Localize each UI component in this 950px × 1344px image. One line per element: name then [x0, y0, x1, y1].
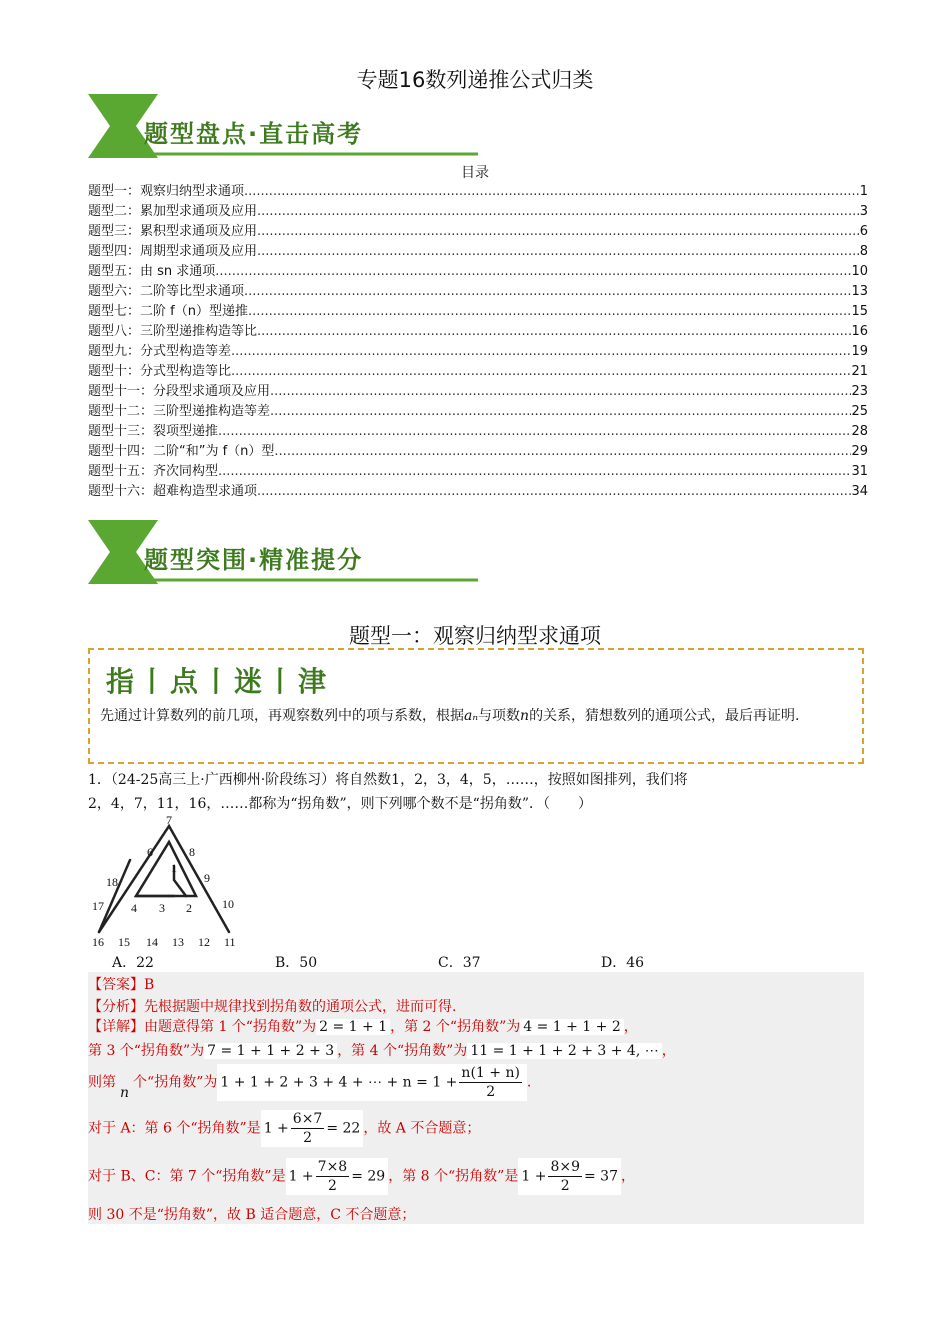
- detail-text: ，: [620, 1168, 635, 1185]
- fig-label: 15: [118, 935, 130, 949]
- toc-leader-dots: [218, 462, 851, 482]
- toc-leader-dots: [231, 342, 851, 362]
- toc-item-label: 题型七：二阶 f（n）型递推: [88, 304, 248, 319]
- section-heading: 题型一：观察归纳型求通项: [349, 624, 601, 648]
- answer-value: B: [144, 977, 155, 993]
- toc-item[interactable]: [88, 202, 868, 222]
- math-part: = 37: [583, 1168, 618, 1185]
- math-expr: [286, 1158, 389, 1195]
- detail-text: ，第 2 个“拐角数”为: [390, 1019, 521, 1035]
- detail-text: ，: [661, 1043, 676, 1059]
- detail-tag: 【详解】: [88, 1019, 144, 1035]
- toc-item-label: 题型四：周期型求通项及应用: [88, 244, 258, 259]
- banner-overview: [88, 94, 478, 158]
- math-expr: [261, 1110, 364, 1147]
- analysis-line: [88, 996, 456, 1016]
- toc-item-label: 题型十四：二阶“和”为 f（n）型: [88, 444, 275, 459]
- denominator: 2: [560, 1178, 570, 1194]
- math-expr: [217, 1064, 527, 1101]
- math-n: n: [120, 1084, 130, 1101]
- toc-item[interactable]: [88, 402, 868, 422]
- banner-overview-text: 题型盘点·直击高考: [144, 120, 364, 148]
- toc-item-label: 题型十二：三阶型递推构造等差: [88, 404, 271, 419]
- toc-item-label: 题型十：分式型构造等比: [88, 364, 232, 379]
- hint-title: 指丨点丨迷丨津: [106, 665, 331, 698]
- question-line-2: 2，4，7，11，16，……都称为“拐角数”，则下列哪个数不是“拐角数”．（ ）: [88, 796, 592, 812]
- analysis-text: 先根据题中规律找到拐角数的通项公式，进而可得.: [144, 999, 457, 1015]
- toc-leader-dots: [257, 242, 860, 262]
- toc-item[interactable]: [88, 302, 868, 322]
- fraction: [291, 1110, 325, 1147]
- numerator: 7×8: [317, 1159, 348, 1175]
- toc-item-label: 题型二：累加型求通项及应用: [88, 204, 258, 219]
- toc-leader-dots: [244, 182, 860, 202]
- fig-label: 9: [204, 871, 210, 885]
- answer-tag: 【答案】: [88, 977, 144, 993]
- toc-leader-dots: [274, 442, 851, 462]
- detail-text: ，: [623, 1019, 638, 1035]
- toc-item-page: 31: [851, 464, 868, 479]
- fig-label: 1: [171, 861, 177, 875]
- toc-leader-dots: [270, 402, 851, 422]
- denominator: 2: [303, 1130, 313, 1146]
- toc-leader-dots: [257, 222, 860, 242]
- math-part: 1 +: [288, 1168, 314, 1185]
- detail-line-4: [88, 1110, 480, 1147]
- toc-item[interactable]: [88, 282, 868, 302]
- toc-item[interactable]: [88, 362, 868, 382]
- toc-heading: 目录: [461, 165, 489, 181]
- numerator: 8×9: [550, 1159, 580, 1175]
- toc-item-label: 题型一：观察归纳型求通项: [88, 184, 245, 199]
- toc-item-page: 15: [851, 304, 868, 319]
- toc-item[interactable]: [88, 182, 868, 202]
- toc-leader-dots: [270, 382, 851, 402]
- toc-item-page: 10: [851, 264, 868, 279]
- fig-label: 4: [131, 901, 137, 915]
- math-expr: 7 = 1 + 1 + 2 + 3: [204, 1043, 337, 1059]
- analysis-tag: 【分析】: [88, 999, 144, 1015]
- detail-text: 对于 A：第 6 个“拐角数”是: [88, 1120, 261, 1137]
- math-part: 1 + 1 + 2 + 3 + 4 + ⋯ + n = 1 +: [220, 1074, 458, 1091]
- toc-item-page: 34: [851, 484, 868, 499]
- fraction: [548, 1158, 582, 1195]
- detail-text: ，第 8 个“拐角数”是: [388, 1168, 519, 1185]
- toc-item-page: 3: [859, 204, 868, 219]
- toc-item-label: 题型十五：齐次同构型: [88, 464, 219, 479]
- toc-item-page: 29: [851, 444, 868, 459]
- toc-item-label: 题型五：由 sn 求通项: [88, 264, 216, 279]
- math-part: = 29: [351, 1168, 386, 1185]
- toc-item[interactable]: [88, 442, 868, 462]
- toc-leader-dots: [231, 362, 851, 382]
- detail-text: 由题意得第 1 个“拐角数”为: [144, 1019, 317, 1035]
- toc-item[interactable]: [88, 422, 868, 442]
- fig-label: 10: [222, 897, 234, 911]
- denominator: 2: [327, 1178, 337, 1194]
- toc-item-page: 6: [859, 224, 868, 239]
- fig-label: 13: [172, 935, 184, 949]
- choice-d[interactable]: D．46: [601, 955, 645, 971]
- math-part: 1 +: [521, 1168, 547, 1185]
- toc-item-page: 13: [851, 284, 868, 299]
- page-title: 专题16数列递推公式归类: [356, 68, 594, 92]
- fig-label: 7: [166, 813, 172, 827]
- toc-leader-dots: [257, 482, 851, 502]
- toc-leader-dots: [257, 202, 860, 222]
- toc-item[interactable]: [88, 382, 868, 402]
- answer-choices: [112, 952, 872, 972]
- toc-item-label: 题型十一：分段型求通项及应用: [88, 384, 271, 399]
- banner-practice-text: 题型突围·精准提分: [144, 546, 364, 574]
- toc-item[interactable]: [88, 322, 868, 342]
- toc-item[interactable]: [88, 342, 868, 362]
- detail-line-3: [88, 1064, 531, 1101]
- detail-text: 则第: [88, 1074, 116, 1091]
- toc-item[interactable]: [88, 222, 868, 242]
- detail-text: .: [526, 1074, 532, 1091]
- fig-label: 18: [106, 875, 118, 889]
- fig-label: 14: [146, 935, 158, 949]
- math-part: = 22: [326, 1120, 361, 1137]
- detail-text: 对于 B、C：第 7 个“拐角数”是: [88, 1168, 286, 1185]
- fig-label: 12: [198, 935, 210, 949]
- answer-section: [88, 972, 864, 1224]
- fig-label: 3: [159, 901, 165, 915]
- toc-item-label: 题型八：三阶型递推构造等比: [88, 324, 258, 339]
- detail-line-2: [88, 1040, 676, 1060]
- fraction: [316, 1158, 350, 1195]
- toc-item[interactable]: [88, 242, 868, 262]
- detail-line-5: [88, 1158, 635, 1195]
- toc-item-label: 题型三：累积型求通项及应用: [88, 224, 258, 239]
- math-expr: 2 = 1 + 1: [316, 1019, 390, 1035]
- hint-n: n: [520, 708, 530, 724]
- toc-leader-dots: [215, 262, 851, 282]
- detail-line-6: 则 30 不是“拐角数”，故 B 适合题意，C 不合题意；: [88, 1207, 416, 1223]
- detail-text: 个“拐角数”为: [133, 1074, 218, 1091]
- hint-text-b: 与项数: [478, 708, 521, 724]
- detail-text: ，故 A 不合题意；: [363, 1120, 481, 1137]
- toc-item[interactable]: [88, 262, 868, 282]
- fig-label: 17: [92, 899, 104, 913]
- hint-text-c: 的关系，猜想数列的通项公式，最后再证明.: [529, 708, 800, 724]
- detail-text: ，第 4 个“拐角数”为: [337, 1043, 468, 1059]
- toc-leader-dots: [257, 322, 851, 342]
- fig-label: 8: [189, 845, 195, 859]
- detail-line-1: [88, 1016, 638, 1036]
- triangle-figure: [86, 812, 246, 952]
- detail-text: 第 3 个“拐角数”为: [88, 1043, 205, 1059]
- toc-item-page: 1: [859, 184, 868, 199]
- hint-text-a: 先通过计算数列的前几项，再观察数列中的项与系数，根据: [100, 708, 464, 724]
- fig-label: 16: [92, 935, 104, 949]
- toc-leader-dots: [244, 282, 851, 302]
- toc-item-page: 19: [851, 344, 868, 359]
- toc-item-page: 16: [851, 324, 868, 339]
- math-expr: 4 = 1 + 1 + 2: [520, 1019, 624, 1035]
- toc-item-page: 25: [851, 404, 868, 419]
- toc-item-label: 题型十三：裂项型递推: [88, 424, 219, 439]
- banner-practice: [88, 520, 478, 584]
- math-part: 1 +: [263, 1120, 289, 1137]
- math-expr: 11 = 1 + 1 + 2 + 3 + 4, ⋯: [467, 1043, 661, 1059]
- fig-label: 11: [224, 935, 236, 949]
- toc-leader-dots: [248, 302, 852, 322]
- question-line-1: 1．（24-25高三上·广西柳州·阶段练习）将自然数1，2，3，4，5，……，按照如图排列，我们将: [88, 772, 688, 788]
- toc-item-label: 题型九：分式型构造等差: [88, 344, 232, 359]
- toc-item[interactable]: [88, 482, 868, 502]
- toc-leader-dots: [218, 422, 851, 442]
- hint-text: [100, 704, 850, 728]
- table-of-contents: [88, 182, 868, 502]
- toc-item-label: 题型六：二阶等比型求通项: [88, 284, 245, 299]
- toc-item-label: 题型十六：超难构造型求通项: [88, 484, 258, 499]
- answer-line: [88, 974, 154, 994]
- outer-diag: [99, 860, 130, 932]
- choice-b[interactable]: B．50: [275, 955, 318, 971]
- toc-item-page: 8: [859, 244, 868, 259]
- fig-label: 2: [186, 901, 192, 915]
- math-expr: [518, 1158, 621, 1195]
- denominator: 2: [486, 1084, 496, 1100]
- choice-a[interactable]: A．22: [112, 955, 154, 971]
- question-text: [88, 768, 868, 816]
- fraction: [459, 1064, 522, 1101]
- hint-box: [88, 648, 864, 764]
- toc-item-page: 23: [851, 384, 868, 399]
- numerator: 6×7: [292, 1111, 323, 1127]
- fig-label: 6: [147, 845, 153, 859]
- numerator: n(1 + n): [461, 1065, 520, 1081]
- toc-item-page: 28: [851, 424, 868, 439]
- toc-item[interactable]: [88, 462, 868, 482]
- hint-an: aₙ: [464, 708, 479, 724]
- toc-item-page: 21: [851, 364, 868, 379]
- choice-c[interactable]: C．37: [438, 955, 481, 971]
- inner-triangle: [136, 842, 196, 896]
